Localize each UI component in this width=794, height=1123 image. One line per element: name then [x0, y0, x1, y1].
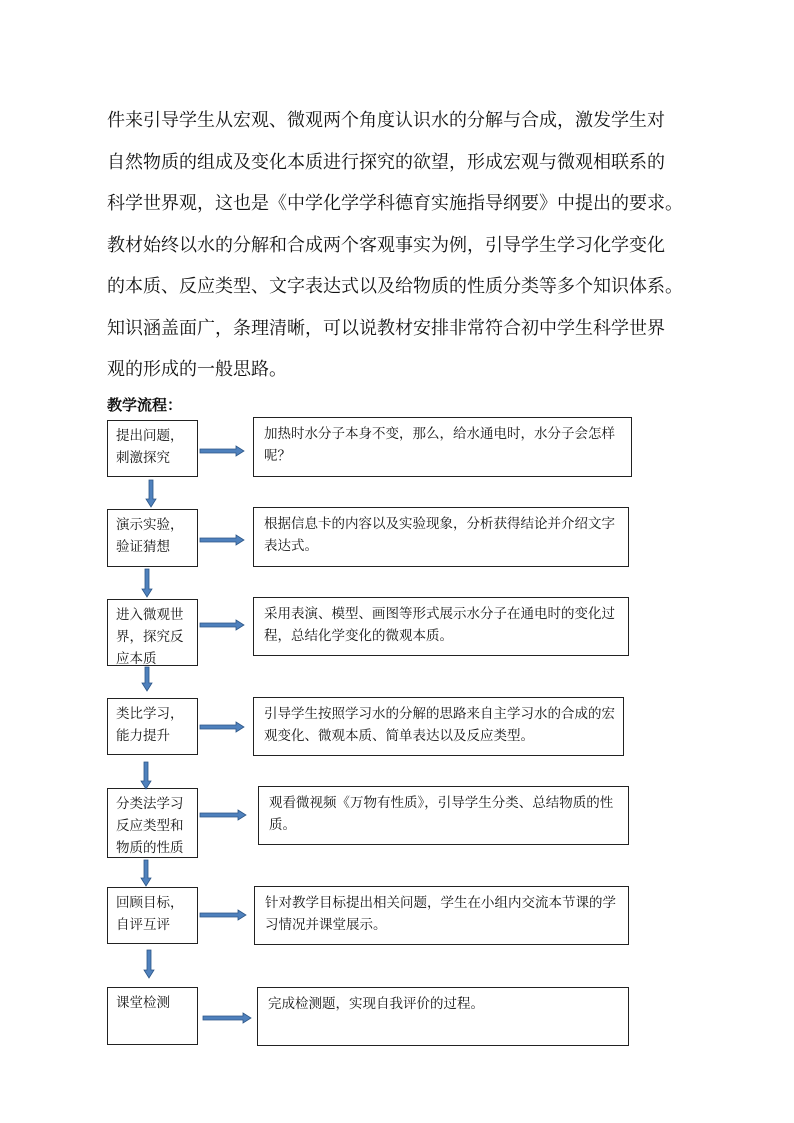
flow-description-box	[253, 417, 632, 477]
flow-step-box	[107, 698, 198, 755]
flow-description-box	[253, 507, 629, 567]
intro-line: 观的形成的一般思路。	[107, 359, 287, 380]
flow-description-text: 完成检测题，实现自我评价的过程。	[268, 996, 484, 1012]
right-arrow-icon	[200, 446, 244, 456]
flow-step-box	[107, 887, 198, 944]
intro-line: 自然物质的组成及变化本质进行探究的欲望，形成宏观与微观相联系的	[107, 151, 665, 173]
flow-description-box	[253, 597, 629, 656]
right-arrow-icon	[203, 1013, 251, 1023]
flow-description-box	[258, 786, 629, 845]
down-arrow-icon	[146, 480, 156, 507]
flow-step-label: 提出问题， 刺激探究	[116, 428, 184, 466]
flow-description-text: 根据信息卡的内容以及实验现象，分析获得结论并介绍文字表达式。	[264, 516, 615, 554]
intro-line: 件来引导学生从宏观、微观两个角度认识水的分解与合成，激发学生对	[107, 110, 665, 131]
flow-description-box	[254, 886, 629, 945]
flow-title: 教学流程：	[107, 396, 183, 414]
right-arrow-icon	[200, 620, 244, 630]
flow-step-label: 分类法学习 反应类型和 物质的性质	[116, 796, 184, 856]
intro-paragraph	[107, 100, 691, 391]
flow-step-label: 类比学习， 能力提升	[116, 706, 184, 744]
flow-description-text: 针对教学目标提出相关问题，学生在小组内交流本节课的学习情况并课堂展示。	[265, 895, 616, 933]
down-arrow-icon	[142, 667, 152, 691]
intro-line: 教材始终以水的分解和合成两个客观事实为例，引导学生学习化学变化	[107, 234, 665, 256]
intro-line: 知识涵盖面广，条理清晰，可以说教材安排非常符合初中学生科学世界	[107, 317, 665, 339]
flow-step-box	[107, 420, 198, 477]
down-arrow-icon	[142, 569, 152, 597]
flow-step-box	[107, 509, 198, 567]
right-arrow-icon	[200, 722, 244, 732]
intro-line: 科学世界观，这也是《中学化学学科德育实施指导纲要》中提出的要求。	[107, 193, 683, 214]
flow-description-text: 观看微视频《万物有性质》，引导学生分类、总结物质的性质。	[269, 795, 614, 833]
flow-step-label: 课堂检测	[116, 995, 170, 1011]
right-arrow-icon	[200, 910, 246, 920]
flow-step-box	[107, 788, 198, 858]
down-arrow-icon	[141, 860, 151, 886]
flow-description-box	[253, 697, 624, 756]
flow-description-text: 加热时水分子本身不变，那么，给水通电时，水分子会怎样呢？	[264, 426, 615, 464]
intro-line: 的本质、反应类型、文字表达式以及给物质的性质分类等多个知识体系。	[107, 276, 683, 297]
flow-step-box	[107, 599, 198, 666]
flow-step-label: 进入微观世 界，探究反 应本质	[116, 607, 184, 667]
right-arrow-icon	[200, 535, 244, 545]
right-arrow-icon	[200, 810, 246, 820]
flow-step-label: 回顾目标， 自评互评	[116, 895, 184, 933]
flow-description-text: 引导学生按照学习水的分解的思路来自主学习水的合成的宏观变化、微观本质、简单表达以及反应类型。	[264, 706, 615, 744]
down-arrow-icon	[144, 950, 154, 978]
flow-step-label: 演示实验， 验证猜想	[116, 517, 184, 555]
flow-description-text: 采用表演、模型、画图等形式展示水分子在通电时的变化过程，总结化学变化的微观本质。	[264, 606, 615, 644]
flow-step-box	[107, 987, 198, 1045]
down-arrow-icon	[141, 762, 151, 789]
flow-description-box	[257, 987, 629, 1046]
